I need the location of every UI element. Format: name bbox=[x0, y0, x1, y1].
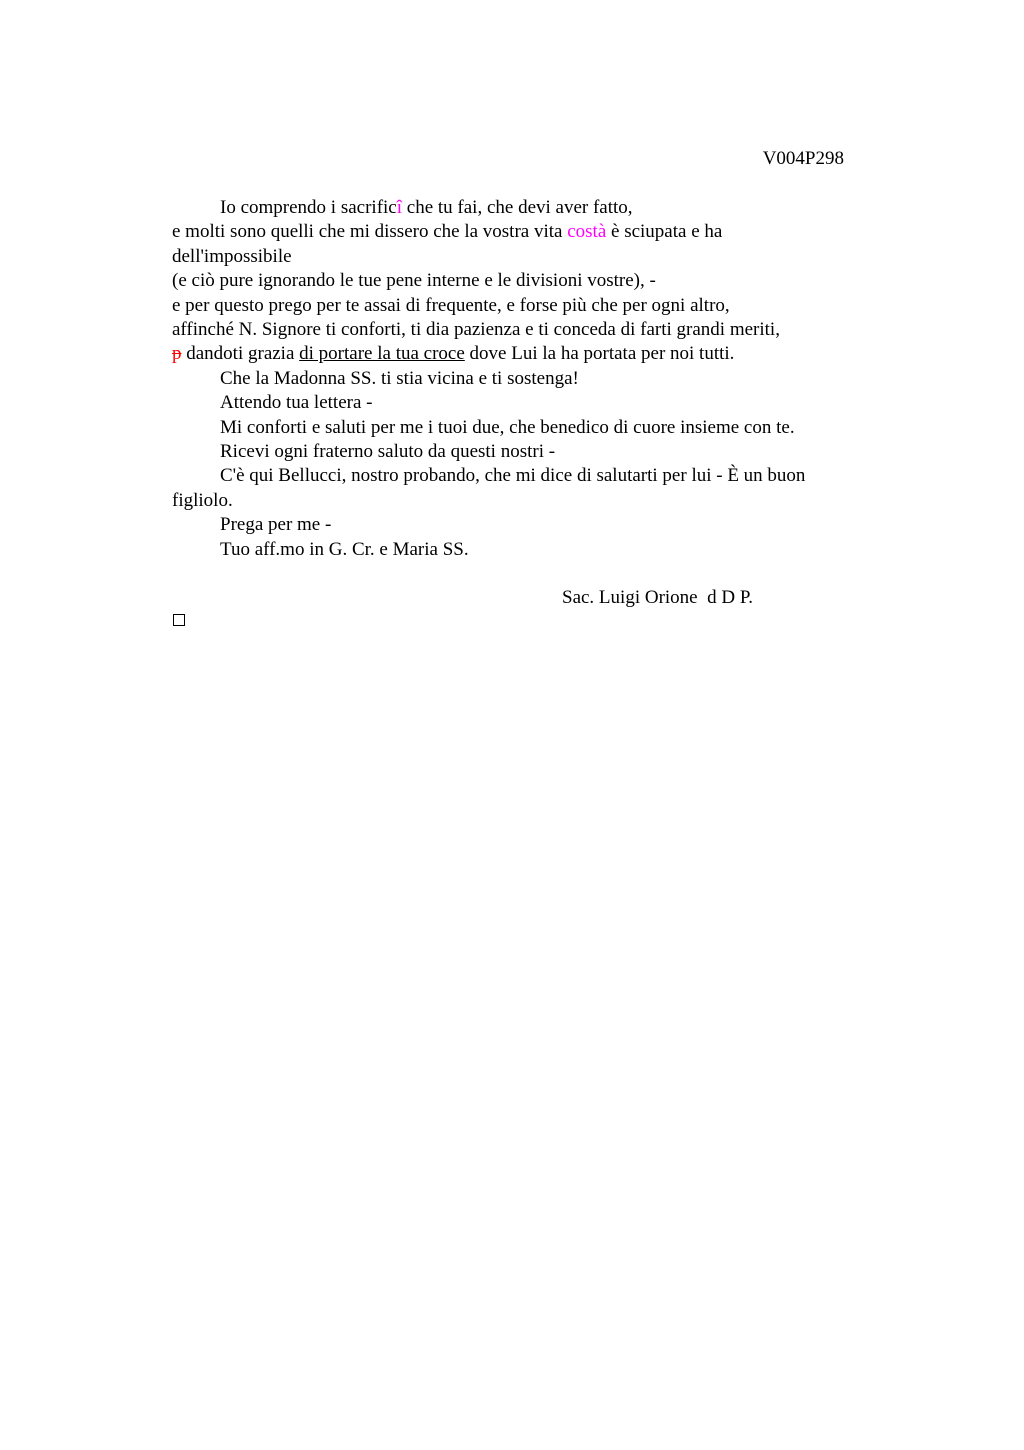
paragraph-line: Attendo tua lettera - bbox=[220, 392, 373, 414]
paragraph-line: Ricevi ogni fraterno saluto da questi nostri - bbox=[220, 441, 556, 463]
paragraph-line: affinché N. Signore ti conforti, ti dia pazienza e ti conceda di farti grandi meriti, bbox=[172, 319, 780, 341]
text-fragment: è sciupata e ha bbox=[606, 221, 723, 243]
paragraph-line: Che la Madonna SS. ti stia vicina e ti sostenga! bbox=[220, 367, 579, 389]
paragraph-line: C'è qui Bellucci, nostro probando, che mi dice di salutarti per lui - È un buon figliolo. bbox=[172, 465, 806, 511]
highlighted-text: costà bbox=[567, 221, 607, 243]
paragraph-line: Prega per me - bbox=[220, 514, 332, 536]
letter-body bbox=[172, 196, 862, 611]
underlined-text: di portare la tua croce bbox=[299, 343, 465, 365]
paragraph-line: e per questo prego per te assai di frequente, e forse più che per ogni altro, bbox=[172, 294, 730, 316]
highlighted-text: î bbox=[396, 197, 403, 218]
page-id: V004P298 bbox=[762, 148, 844, 169]
text-fragment: che tu fai, che devi aver fatto, bbox=[402, 197, 633, 218]
text-fragment: e molti sono quelli che mi dissero che la vostra vita bbox=[172, 221, 568, 243]
struck-text: p bbox=[172, 343, 182, 365]
paragraph-line bbox=[172, 196, 862, 220]
signature: Sac. Luigi Orione d D P. bbox=[562, 587, 754, 609]
end-marker-box bbox=[173, 614, 185, 626]
paragraph-line: (e ciò pure ignorando le tue pene interne e le divisioni vostre), - bbox=[172, 270, 656, 292]
paragraph-line: Mi conforti e saluti per me i tuoi due, che benedico di cuore insieme con te. bbox=[220, 416, 795, 438]
paragraph-line: dell'impossibile bbox=[172, 245, 292, 267]
paragraph-line bbox=[172, 220, 862, 244]
text-fragment: dove Lui la ha portata per noi tutti. bbox=[464, 343, 735, 365]
text-fragment: Io comprendo i sacrific bbox=[220, 197, 397, 218]
paragraph-line bbox=[172, 342, 862, 366]
text-fragment: dandoti grazia bbox=[181, 343, 300, 365]
closing-line: Tuo aff.mo in G. Cr. e Maria SS. bbox=[220, 538, 469, 560]
